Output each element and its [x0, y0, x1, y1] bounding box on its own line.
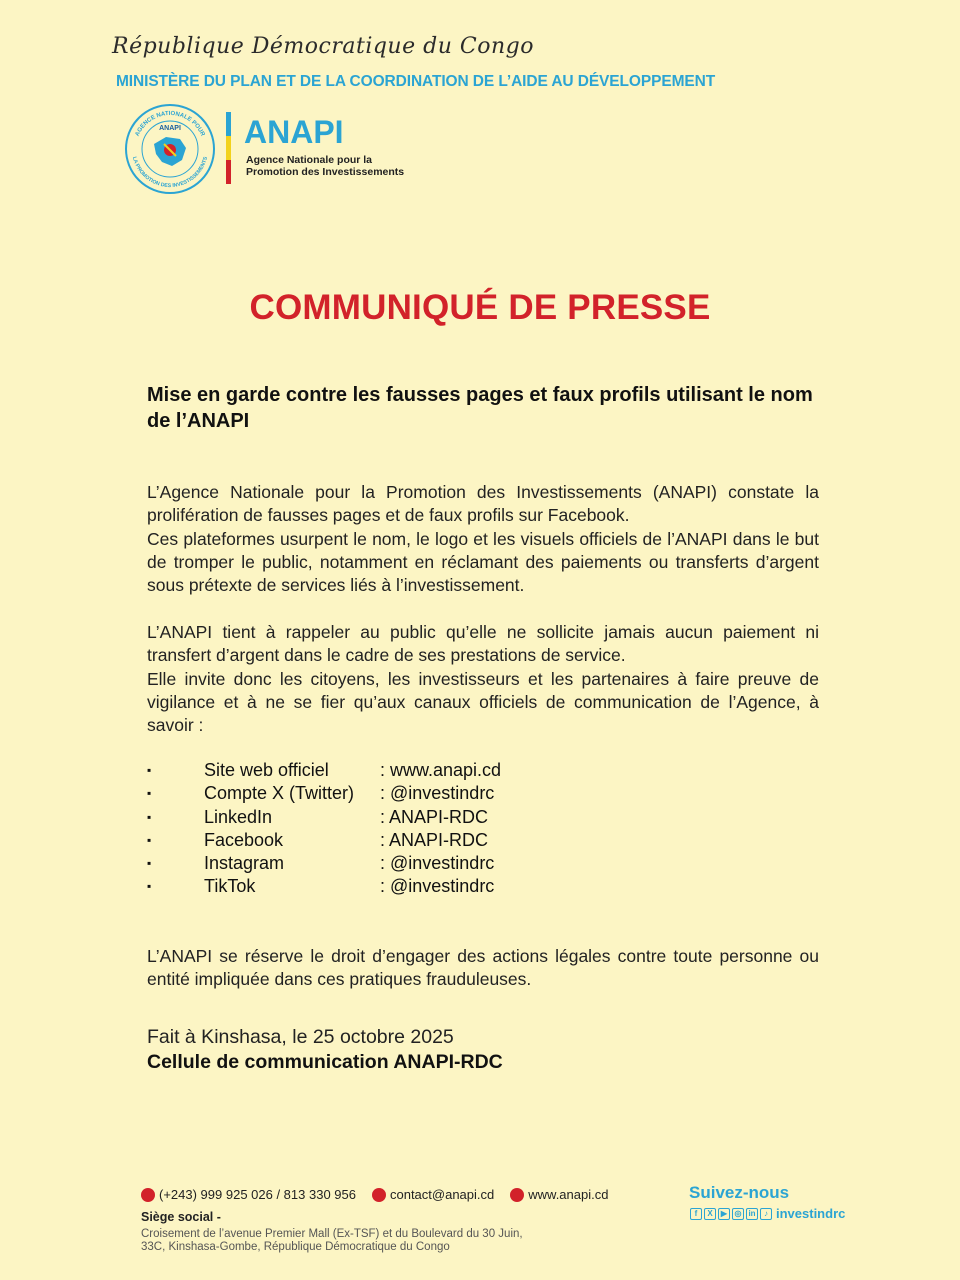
- channel-link[interactable]: : @investindrc: [380, 783, 495, 804]
- channel-link[interactable]: : @investindrc: [380, 853, 495, 874]
- paragraph-3: L’ANAPI se réserve le droit d’engager des actions légales contre toute personne ou entité impliquée dans ces pratiques frauduleuses.: [147, 946, 819, 990]
- linkedin-icon[interactable]: in: [746, 1208, 758, 1220]
- channel-item: ▪ Site web officiel : www.anapi.cd: [147, 759, 647, 782]
- ministry-heading: MINISTÈRE DU PLAN ET DE LA COORDINATION DE L’AIDE AU DÉVELOPPEMENT: [116, 73, 716, 90]
- channel-link[interactable]: : www.anapi.cd: [380, 760, 502, 780]
- press-release-subject: Mise en garde contre les fausses pages et faux profils utilisant le nom de l’ANAPI: [147, 384, 813, 432]
- closing-block: [147, 1025, 503, 1075]
- hq-label: Siège social -: [141, 1210, 221, 1224]
- seal-center-text: ANAPI: [159, 125, 181, 132]
- anapi-logo-text: ANAPI: [244, 114, 344, 150]
- anapi-seal-logo: [122, 104, 218, 194]
- place-date: Fait à Kinshasa, le 25 octobre 2025: [147, 1026, 454, 1048]
- channel-item: ▪ LinkedIn : ANAPI-RDC: [147, 806, 647, 829]
- paragraph-2: L’ANAPI tient à rappeler au public qu’elle ne sollicite jamais aucun paiement ni transfert d’argent dans le cadre de ses prestations de service. Elle invite donc les citoyens, les investisseurs et les partenaires à faire preuve de vigilance et à ne se fier qu’aux canaux officiels de communication de l’Agence, à savoir :: [147, 622, 819, 736]
- channel-link[interactable]: : ANAPI-RDC: [380, 806, 489, 827]
- channel-item: ▪ TikTok : @investindrc: [147, 875, 647, 898]
- phone-icon: [141, 1188, 155, 1202]
- youtube-icon[interactable]: ▶: [718, 1208, 730, 1220]
- follow-us-label: Suivez-nous: [689, 1183, 790, 1202]
- footer-phone[interactable]: (+243) 999 925 026 / 813 330 956: [141, 1187, 356, 1202]
- channel-link[interactable]: : ANAPI-RDC: [380, 829, 489, 850]
- paragraph-1: L’Agence Nationale pour la Promotion des Investissements (ANAPI) constate la prolifération de fausses pages et de faux profils sur Facebook. Ces plateformes usurpent le nom, le logo et les visuels officiels de l’ANAPI dans le but de tromper le public, notamment en réclamant des paiements ou transferts d’argent sous prétexte de services liés à l’investissement.: [147, 482, 819, 596]
- footer-website[interactable]: www.anapi.cd: [510, 1187, 608, 1202]
- facebook-icon[interactable]: f: [690, 1208, 702, 1220]
- channel-item: ▪ Facebook : ANAPI-RDC: [147, 829, 647, 852]
- seal-text-top: AGENCE NATIONALE POUR: [134, 110, 206, 138]
- globe-icon: [510, 1188, 524, 1202]
- republic-heading: République Démocratique du Congo: [112, 34, 534, 59]
- footer-contacts: [141, 1187, 624, 1202]
- instagram-icon[interactable]: ◎: [732, 1208, 744, 1220]
- channel-item: ▪ Instagram : @investindrc: [147, 852, 647, 875]
- press-release-title: COMMUNIQUÉ DE PRESSE: [249, 288, 711, 327]
- footer-email[interactable]: contact@anapi.cd: [372, 1187, 494, 1202]
- social-icons: [690, 1206, 845, 1221]
- seal-text-bottom: LA PROMOTION DES INVESTISSEMENTS: [130, 156, 210, 190]
- channel-link[interactable]: : @investindrc: [380, 876, 495, 897]
- official-channels-list: [147, 759, 647, 899]
- email-icon: [372, 1188, 386, 1202]
- anapi-full-name: Agence Nationale pour la Promotion des Investissements: [246, 154, 405, 178]
- social-handle[interactable]: investindrc: [776, 1206, 846, 1221]
- x-icon[interactable]: X: [704, 1208, 716, 1220]
- signature: Cellule de communication ANAPI-RDC: [147, 1051, 503, 1073]
- tiktok-icon[interactable]: ♪: [760, 1208, 772, 1220]
- hq-address: Croisement de l’avenue Premier Mall (Ex-TSF) et du Boulevard du 30 Juin, 33C, Kinshasa-Gombe, République Démocratique du Congo: [141, 1228, 523, 1253]
- flag-color-bar: [226, 112, 231, 184]
- channel-item: ▪ Compte X (Twitter) : @investindrc: [147, 782, 647, 805]
